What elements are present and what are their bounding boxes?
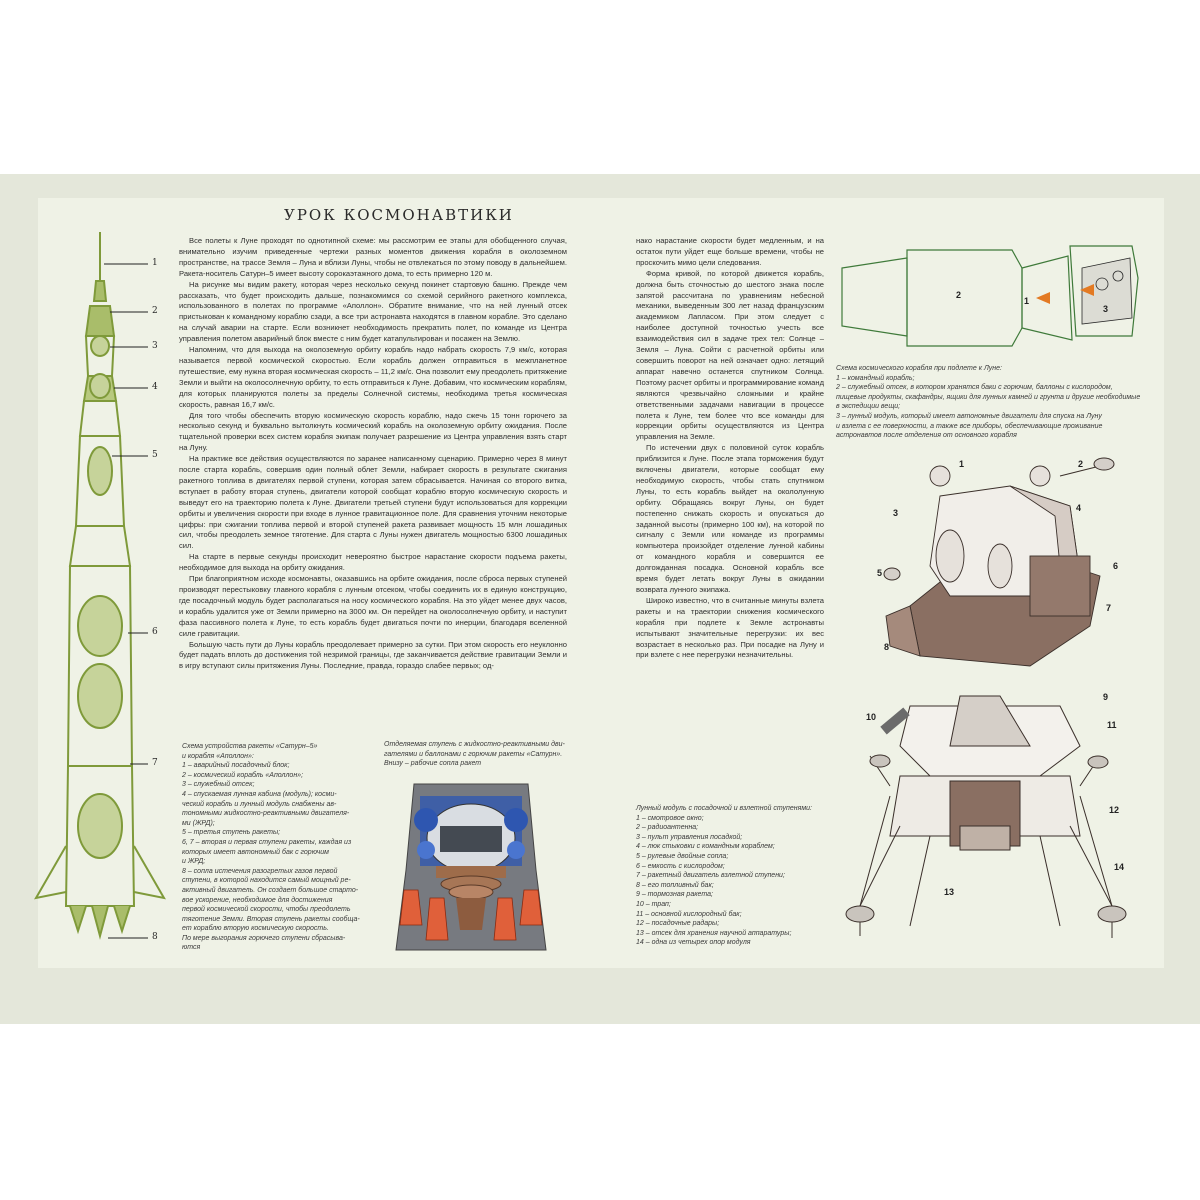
page-title: УРОК КОСМОНАВТИКИ bbox=[284, 206, 514, 224]
stage-label: 10 bbox=[866, 712, 877, 722]
cabin-label: 4 bbox=[1076, 503, 1082, 513]
rocket-label: 1 bbox=[152, 258, 158, 268]
lunar-cabin-cutaway bbox=[880, 456, 1130, 676]
paragraph: На старте в первые секунды происходит невероятно быстрое нарастание скорости подъема ракеты, необходимое для выхода на орбиту ожидания. bbox=[179, 552, 567, 573]
stage-label: 9 bbox=[1103, 692, 1109, 702]
paragraph: На рисунке мы видим ракету, которая через несколько секунд покинет стартовую башню. Прежде чем рассказать, что будет происходить дальше, познакомимся со схемой серийного ракетного комплекса, использованного в полетах по программе «Аполлон». Обратите внимание, что на ней лунный отсек пристыкован к командному кораблю сзади, а все три астронавта находятся в главном корабле. Это сделано на случай аварии на старте. Если возникнет необходимость прекратить полет, по команде из Центра управления полетом аварийный блок вместе с ним будет катапультирован и посажен на Землю. bbox=[179, 279, 567, 344]
stage-label: 14 bbox=[1114, 862, 1125, 872]
paragraph: Для того чтобы обеспечить вторую космическую скорость кораблю, надо сжечь 15 тонн горючего за несколько секунд и буквально вытолкнуть космический корабль на околоземную орбиту ожидания. После тщательной проверки всех систем корабля экипаж получает разрешение из Центра управления взять старт на Луну. bbox=[179, 410, 567, 453]
lunar-module-caption: Лунный модуль с посадочной и взлетной ступенями: 1 – смотровое окно; 2 – радиоантенна; 3 – пульт управления посадкой; 4 – люк стыковки с командным кораблем; 5 – рулевые двойные сопла; 6 – емкость с кислородом; 7 – ракетный двигатель взлетной ступени; 8 – его топливный бак; 9 – тормозная ракета; 10 – трап; 11 – основной кислородный бак; 12 – посадочные радары; 13 – отсек для хранения научной аппаратуры; 14 – одна из четырех опор модуля bbox=[636, 805, 812, 947]
paragraph: Большую часть пути до Луны корабль преодолевает примерно за сутки. При этом скорость его неуклонно будет падать вплоть до достижения той незримой границы, где заканчивается действие гравитации Земли и в игру вступают силы притяжения Луны. Последние, правда, гораздо слабее первых; од- bbox=[179, 639, 567, 671]
cabin-label: 6 bbox=[1113, 561, 1119, 571]
text-column-2 bbox=[636, 236, 824, 661]
rocket-stage-illustration bbox=[386, 780, 556, 955]
paragraph: Все полеты к Луне проходят по однотипной схеме: мы рассмотрим ее этапы для обобщенного случая, внимательно изучим приведенные чертежи разных моментов движения корабля в околоземном пространстве, на трассе Земля – Луна и вблизи Луны, чтобы не отвлекаться по этому поводу в дальнейшем. Ракета-носитель Сатурн–5 имеет высоту сорокаэтажного дома, то есть примерно 120 м. bbox=[179, 236, 567, 278]
rocket-label: 7 bbox=[152, 758, 158, 768]
ship-label: 1 bbox=[1024, 296, 1030, 306]
rocket-label: 2 bbox=[152, 306, 158, 316]
paragraph: По истечении двух с половиной суток корабль приблизится к Луне. После этапа торможения будут включены двигатели, которые сообщат ему необходимую скорость, чтобы стать спутником Луны, то есть корабль выйдет на окололунную орбиту. Обращаясь вокруг Луны, он будет постепенно снижать скорость и опускаться до заданной высоты (примерно 100 км), на которой по сигналу с Земли или команде из программы компьютера произойдет отделение лунной кабины от командного корабля и совершится ее долгожданная посадка. Основной корабль все время будет летать вокруг Луны в ожидании возврата лунного экипажа. bbox=[636, 443, 824, 594]
rocket-label: 4 bbox=[152, 382, 158, 392]
rocket-label: 3 bbox=[152, 341, 158, 351]
stage-label: 12 bbox=[1109, 805, 1120, 815]
ship-label: 3 bbox=[1103, 304, 1109, 314]
cabin-label: 8 bbox=[884, 642, 890, 652]
paragraph: При благоприятном исходе космонавты, оказавшись на орбите ожидания, после сброса первых ступеней производят перестыковку главного корабля с лунным отсеком, чтобы соединить их в единую конструкцию, где посадочный модуль будет располагаться на носу космического корабля. На это уйдет менее двух часов, и корабль удалится уже от Земли примерно на 3000 км. Он перейдет на околосолнечную орбиту, и наступит фаза пассивного полета к Луне, то есть корабль будет двигаться почти по инерции, благодаря вселенной силе гравитации. bbox=[179, 574, 567, 638]
rocket-label: 6 bbox=[152, 627, 158, 637]
stage-caption: Отделяемая ступень с жидкостно-реактивными дви- гателями и баллонами с горючим ракеты «Сатурн». Внизу – рабочие сопла ракет bbox=[384, 741, 565, 768]
paragraph: На практике все действия осуществляются по заранее написанному сценарию. Примерно через 8 минут после старта корабль, совершив один полный облет Земли, набирает скорость в результате сжигания ракетного топлива в двигателях первой ступени, которая затем сбрасывается. Начиная со второго витка, вступает в работу вторая ступень, двигатели которой сообщат кораблю вторую космическую скорость и выведут его на траекторию полета к Луне. Двигатели третьей ступени будут использоваться для коррекции орбиты и увеличения скорости при входе в лунное гравитационное поле. Для сравнения уточним некоторые цифры: при сжигании топлива первой и второй ступеней ракета развивает мощность 15 млн лошадиных сил, чтобы преодолеть земное тяготение. Для старта с Луны нужен двигатель мощностью 6300 лошадиных сил. bbox=[179, 454, 567, 551]
cabin-label: 5 bbox=[877, 568, 883, 578]
paragraph: Широко известно, что в считанные минуты взлета ракеты и на траектории снижения космического корабля при подлете к Земле астронавты испытывают значительные перегрузки: их вес возрастает в несколько раз. При посадке на Луну и при взлете с нее перегрузки незначительны. bbox=[636, 595, 824, 660]
saturn-rocket-drawing bbox=[30, 226, 180, 956]
cabin-label: 7 bbox=[1106, 603, 1112, 613]
rocket-label: 8 bbox=[152, 932, 158, 942]
cabin-label: 2 bbox=[1078, 459, 1084, 469]
lunar-module-drawing bbox=[840, 676, 1130, 956]
rocket-label: 5 bbox=[152, 450, 158, 460]
cabin-label: 1 bbox=[959, 459, 965, 469]
paragraph: нако нарастание скорости будет медленным, и на остаток пути уйдет еще больше времени, чтобы не проскочить мимо цели следования. bbox=[636, 236, 824, 267]
stage-label: 11 bbox=[1107, 720, 1117, 730]
ship-label: 2 bbox=[956, 290, 962, 300]
paragraph: Форма кривой, по которой движется корабль, должна быть сточностью до шестого знака после запятой рассчитана по уравнениям небесной механики, выведенным 300 лет назад французским академиком Лапласом. При этом следует с наиболее доступной точностью учесть все взаимодействия сил в задаче трех тел: Солнце – Земля – Луна. Сойти с расчетной орбиты или совершить поворот на ней означает одно: летящий аппарат навечно останется спутником Солнца. Поэтому расчет орбиты и программирование команд являются чрезвычайно сложными и крайне ответственными задачами навигации в процессе полета к Луне, тем более что все команды для коррекции орбиты осуществляются из Центра управления на Земле. bbox=[636, 268, 824, 442]
stage-label: 13 bbox=[944, 887, 955, 897]
rocket-caption: Схема устройства ракеты «Сатурн–5» и корабля «Аполлон»: 1 – аварийный посадочный блок; 2 – космический корабль «Аполлон»; 3 – служебный отсек; 4 – спускаемая лунная кабина (модуль); косми- ческий корабль и лунный модуль снабжены ав- тономными жидкостно-реактивными двигателя- ми (ЖРД); 5 – третья ступень ракеты; 6, 7 – вторая и первая ступени ракеты, каждая из которых имеет автономный бак с горючим и ЖРД; 8 – сопла истечения разогретых газов первой ступени, в которой находится самый мощный ре- активный двигатель. Он создает большое старто- вое ускорение, необходимое для достижения первой космической скорости, чтобы преодолеть тяготение Земли. Вторая ступень ракеты сообща- ет кораблю вторую космическую скорость. По мере выгорания горючего ступени сбрасыва- ются bbox=[182, 743, 360, 952]
cabin-label: 3 bbox=[893, 508, 899, 518]
text-column-1 bbox=[179, 236, 567, 672]
spacecraft-scheme bbox=[832, 228, 1152, 358]
paragraph: Напомним, что для выхода на околоземную орбиту корабль надо набрать скорость 7,9 км/с, которая называется первой космической скоростью. Если корабль должен отправиться в межпланетное путешествие, ему нужна вторая космическая скорость – 11,2 км/с. Она позволит ему преодолеть притяжение Земли и выйти на околосолнечную орбиту, то есть отправиться к Луне. Добавим, что космическим кораблям, для которых планируются полеты за пределы Солнечной системы, необходима третья космическая скорость, равная 16,7 км/с. bbox=[179, 345, 567, 409]
spacecraft-caption: Схема космического корабля при подлете к Луне: 1 – командный корабль; 2 – служебный отсек, в котором хранятся баки с горючим, баллоны с кислородом, пищевые продукты, скафандры, ящики для лунных камней и грунта и другие необходимые в экспедиции вещи; 3 – лунный модуль, который имеет автономные двигатели для спуска на Луну и взлета с ее поверхности, а также все приборы, обеспечивающие проживание астронавтов после отделения от основного корабля bbox=[836, 365, 1141, 440]
